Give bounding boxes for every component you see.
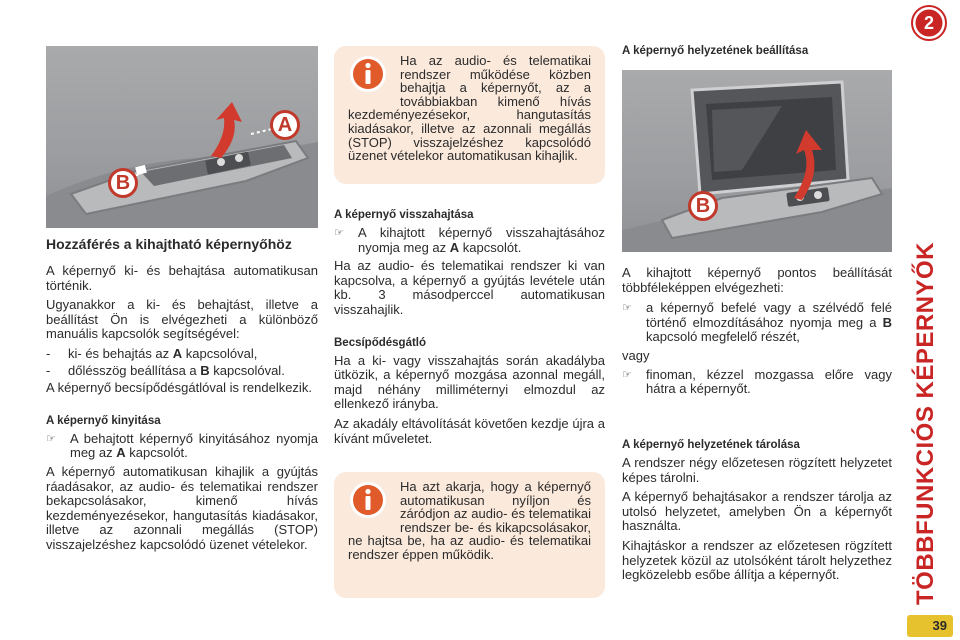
label-a-text: A — [277, 114, 293, 136]
dash-item-a: - ki- és behajtás az A kapcsolóval, — [46, 345, 258, 361]
info-icon — [348, 54, 388, 96]
bullet-switch-b: ☞ a képernyő befelé vagy a szélvédő felé történő elmozdításához nyomja meg a B kapcsoló megfelelő részét, — [622, 300, 892, 345]
paragraph-obstacle: Ha a ki- vagy visszahajtás során akadályba ütközik, a képernyő mozgása azonnal megáll, majd néhány milliméternyi elmozdul az ellenkező irányba. — [334, 352, 605, 412]
paragraph-auto-retract: Ha az audio- és telematikai rendszer ki van kapcsolva, a képernyő a gyújtás levétele után kb. 3 másodperccel automatikusan visszahajlik. — [334, 258, 605, 317]
subheading-antipinch: Becsípődésgátló — [334, 336, 427, 349]
subheading-adjust: A képernyő helyzetének beállítása — [622, 45, 809, 57]
pointing-hand-icon: ☞ — [622, 302, 632, 315]
pointing-hand-icon: ☞ — [622, 368, 632, 381]
paragraph-manual: Ugyanakkor a ki- és behajtást, illetve a beállítást Ön is elvégezheti a különböző manuális kapcsolók segítségével: — [46, 297, 318, 342]
dash-item-b: - dőlésszög beállítása a B kapcsolóval. — [46, 362, 285, 378]
info-text-bottom: Ha azt akarja, hogy a képernyő automatikusan nyíljon és záródjon az audio- és telematikai rendszer be- és kikapcsolásakor, ne hajtsa be, ha az audio- és telematikai rendszer éppen működik. — [348, 479, 591, 562]
page-number: 39 — [907, 615, 953, 637]
paragraph-four-positions: A rendszer négy előzetesen rögzített helyzetet képes tárolni. — [622, 455, 892, 485]
chapter-circle-icon — [910, 4, 948, 42]
subheading-store: A képernyő helyzetének tárolása — [622, 439, 800, 451]
paragraph-auto: A képernyő ki- és behajtása automatikusan történik. — [46, 263, 318, 293]
paragraph-antipinch: A képernyő becsípődésgátlóval is rendelkezik. — [46, 380, 312, 396]
paragraph-last-position: A képernyő behajtásakor a rendszer tárolja az utolsó helyzetet, amelyben Ön a képernyőt használta. — [622, 489, 892, 534]
open-screen-drawing — [622, 70, 892, 252]
bullet-retract: ☞ A kihajtott képernyő visszahajtásához nyomja meg az A kapcsolót. — [334, 225, 605, 255]
bullet-open: ☞ A behajtott képernyő kinyitásához nyomja meg az A kapcsolót. — [46, 430, 318, 461]
paragraph-auto-open: A képernyő automatikusan kihajlik a gyújtás ráadásakor, az audio- és telematikai rendszer bekapcsolásakor, kimenő hívás kezdeményezésekor, hangutasítás kiadásakor, illetve az azonnali megállás (STOP) visszajelzéshez kapcsolódó üzenet vételekor. — [46, 463, 318, 552]
section-heading: Hozzáférés a kihajtható képernyőhöz — [46, 236, 292, 252]
or-text: vagy — [622, 347, 650, 363]
paragraph-restart: Az akadály eltávolítását követően kezdje újra a kívánt műveletet. — [334, 415, 605, 446]
middle-column — [334, 208, 605, 451]
info-box-bottom — [334, 472, 605, 598]
subheading-retract: A képernyő visszahajtása — [334, 209, 474, 221]
label-b-text: B — [695, 195, 711, 217]
chapter-number: 2 — [923, 13, 934, 33]
right-column — [622, 266, 892, 401]
label-a-badge — [270, 110, 300, 140]
label-b-badge — [108, 168, 138, 198]
section-title-vertical: TÖBBFUNKCIÓS KÉPERNYŐK — [912, 241, 939, 605]
closed-screen-illustration — [46, 46, 318, 228]
subheading-open: A képernyő kinyitása — [46, 414, 161, 427]
info-box-top — [334, 46, 605, 184]
label-b-text: B — [115, 172, 131, 194]
paragraph-nearest-position: Kihajtáskor a rendszer az előzetesen rögzített helyzetek közül az utolsóként tárolt helyzethez legközelebb esőbe állítja a képernyőt. — [622, 537, 892, 583]
info-text-top: Ha az audio- és telematikai rendszer működése közben behajtja a képernyőt, az a továbbiakban kimenő hívás kezdeményezésekor, hangutasítás kiadásakor, illetve az azonnali megállás (STOP) visszajelzéshez kapcsolódó üzenet vételekor automatikusan kihajlik. — [348, 53, 591, 164]
info-icon — [348, 480, 388, 522]
label-b-badge — [688, 191, 718, 221]
paragraph-adjust: A kihajtott képernyő pontos beállítását többféleképpen elvégezheti: — [622, 265, 892, 295]
right-column-lower — [622, 438, 892, 588]
pointing-hand-icon: ☞ — [334, 227, 344, 239]
pointing-hand-icon: ☞ — [46, 432, 56, 445]
open-screen-illustration — [622, 70, 892, 252]
bullet-manual: ☞ finoman, kézzel mozgassa előre vagy hátra a képernyőt. — [622, 366, 892, 397]
left-column — [46, 236, 318, 558]
